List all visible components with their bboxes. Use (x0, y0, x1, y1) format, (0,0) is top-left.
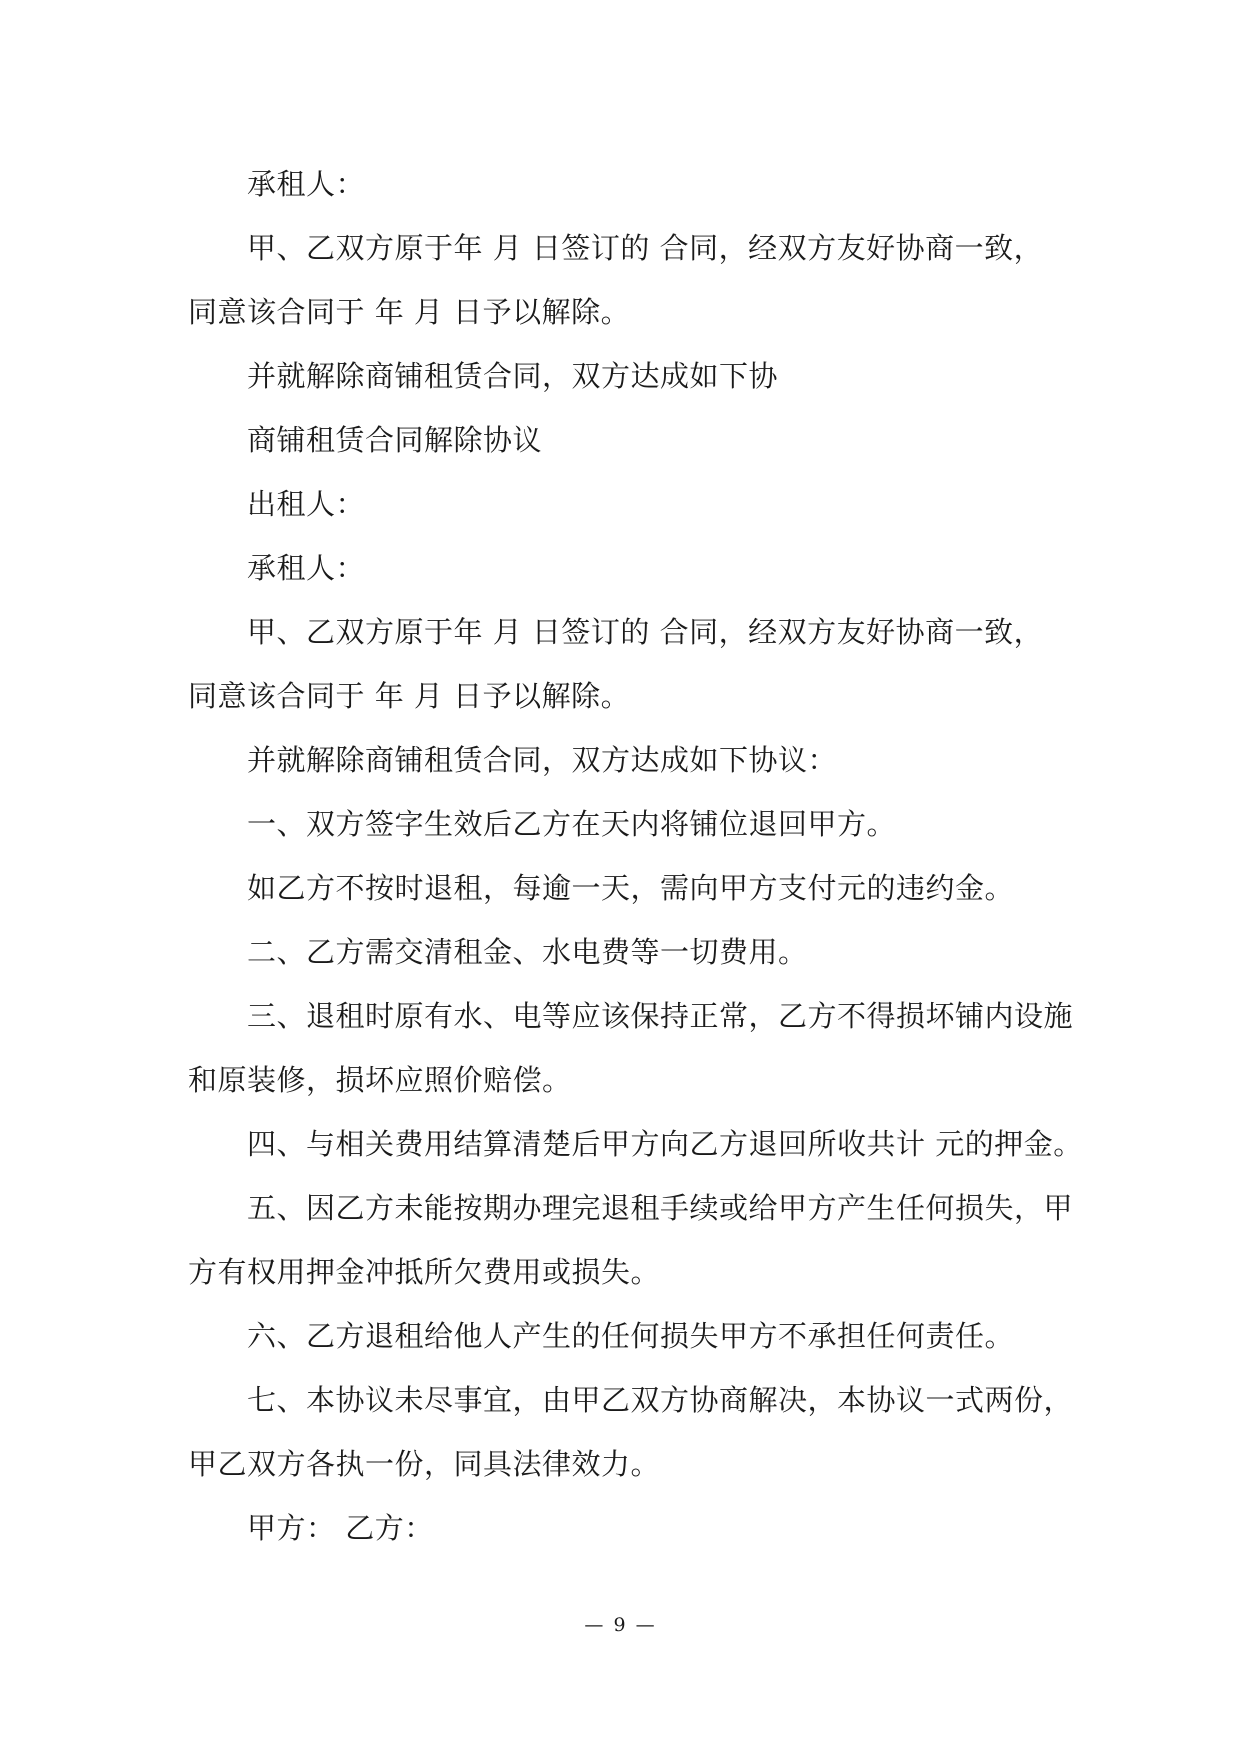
page-number: — 9 — (584, 1614, 657, 1636)
paragraph-line: 甲、乙双方原于年 月 日签订的 合同，经双方友好协商一致， (247, 231, 1044, 265)
clause-2: 二、乙方需交清租金、水电费等一切费用。 (247, 935, 808, 969)
clause-1-detail: 如乙方不按时退租，每逾一天，需向甲方支付元的违约金。 (247, 871, 1015, 905)
signature-line: 甲方： 乙方： (247, 1511, 434, 1545)
clause-5: 五、因乙方未能按期办理完退租手续或给甲方产生任何损失，甲 (247, 1191, 1074, 1225)
paragraph-line: 同意该合同于 年 月 日予以解除。 (188, 679, 631, 713)
paragraph-line: 并就解除商铺租赁合同，双方达成如下协 (247, 359, 779, 393)
clause-3-continued: 和原装修，损坏应照价赔偿。 (188, 1063, 572, 1097)
section-title: 商铺租赁合同解除协议 (247, 423, 543, 457)
clause-7-continued: 甲乙双方各执一份，同具法律效力。 (188, 1447, 661, 1481)
clause-1: 一、双方签字生效后乙方在天内将铺位退回甲方。 (247, 807, 897, 841)
clause-4: 四、与相关费用结算清楚后甲方向乙方退回所收共计 元的押金。 (247, 1127, 1083, 1161)
clause-7: 七、本协议未尽事宜，由甲乙双方协商解决，本协议一式两份， (247, 1383, 1074, 1417)
paragraph-line: 并就解除商铺租赁合同，双方达成如下协议： (247, 743, 838, 777)
paragraph-line: 同意该合同于 年 月 日予以解除。 (188, 295, 631, 329)
lessee-label: 承租人： (247, 551, 366, 585)
clause-5-continued: 方有权用押金冲抵所欠费用或损失。 (188, 1255, 661, 1289)
paragraph-line: 甲、乙双方原于年 月 日签订的 合同，经双方友好协商一致， (247, 615, 1044, 649)
clause-3: 三、退租时原有水、电等应该保持正常，乙方不得损坏铺内设施 (247, 999, 1074, 1033)
lessor-label: 出租人： (247, 487, 366, 521)
lessee-label: 承租人： (247, 167, 366, 201)
clause-6: 六、乙方退租给他人产生的任何损失甲方不承担任何责任。 (247, 1319, 1015, 1353)
